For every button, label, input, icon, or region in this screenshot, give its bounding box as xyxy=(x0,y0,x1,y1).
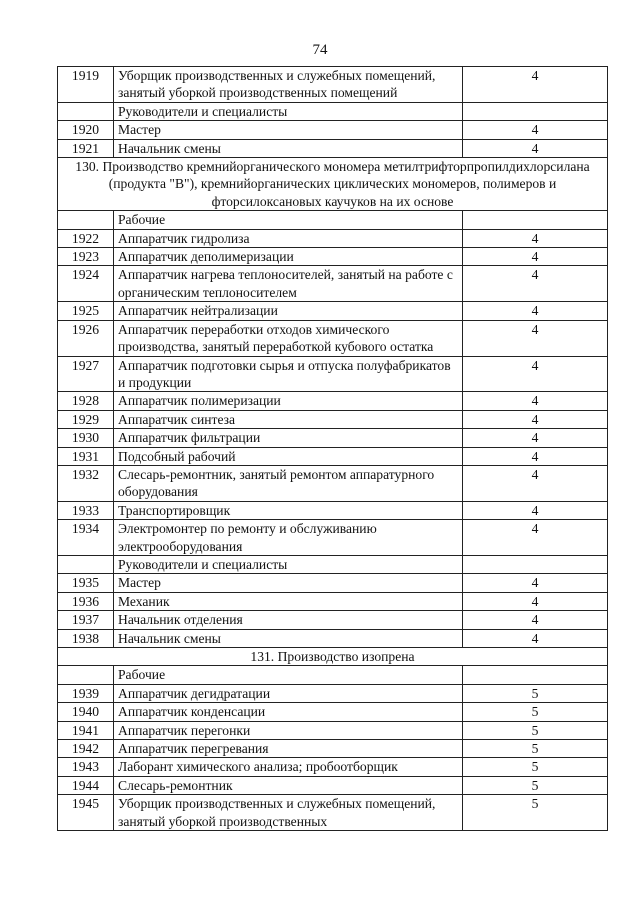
group-heading: Рабочие xyxy=(114,666,463,684)
table-row xyxy=(58,684,608,702)
profession-name: Мастер xyxy=(114,574,463,592)
profession-name: Уборщик производственных и служебных помещений, занятый уборкой производственных xyxy=(114,795,463,831)
row-number: 1938 xyxy=(58,629,114,647)
hazard-class: 5 xyxy=(463,776,608,794)
table-row xyxy=(58,611,608,629)
hazard-class: 4 xyxy=(463,429,608,447)
table-row xyxy=(58,520,608,556)
row-number: 1921 xyxy=(58,139,114,157)
table-row xyxy=(58,758,608,776)
row-number: 1928 xyxy=(58,392,114,410)
group-heading-row xyxy=(58,211,608,229)
hazard-class: 4 xyxy=(463,229,608,247)
hazard-class xyxy=(463,666,608,684)
profession-name: Аппаратчик конденсации xyxy=(114,703,463,721)
group-heading: Руководители и специалисты xyxy=(114,102,463,120)
table-row xyxy=(58,740,608,758)
row-number xyxy=(58,211,114,229)
section-heading-row xyxy=(58,648,608,666)
table-row xyxy=(58,121,608,139)
table-row xyxy=(58,629,608,647)
profession-name: Слесарь-ремонтник xyxy=(114,776,463,794)
table-row xyxy=(58,67,608,103)
profession-name: Аппаратчик дегидратации xyxy=(114,684,463,702)
profession-name: Аппаратчик перегревания xyxy=(114,740,463,758)
row-number: 1935 xyxy=(58,574,114,592)
profession-name: Аппаратчик синтеза xyxy=(114,410,463,428)
group-heading: Рабочие xyxy=(114,211,463,229)
profession-name: Электромонтер по ремонту и обслуживанию электрооборудования xyxy=(114,520,463,556)
table-row xyxy=(58,574,608,592)
hazard-class xyxy=(463,555,608,573)
table-row xyxy=(58,501,608,519)
row-number: 1942 xyxy=(58,740,114,758)
profession-name: Аппаратчик гидролиза xyxy=(114,229,463,247)
hazard-class: 4 xyxy=(463,302,608,320)
profession-name: Начальник смены xyxy=(114,629,463,647)
row-number: 1924 xyxy=(58,266,114,302)
profession-name: Аппаратчик перегонки xyxy=(114,721,463,739)
row-number: 1939 xyxy=(58,684,114,702)
hazard-class: 4 xyxy=(463,447,608,465)
group-heading-row xyxy=(58,102,608,120)
group-heading-row xyxy=(58,555,608,573)
hazard-class: 4 xyxy=(463,465,608,501)
row-number: 1919 xyxy=(58,67,114,103)
table-row xyxy=(58,465,608,501)
table-row xyxy=(58,248,608,266)
hazard-class: 4 xyxy=(463,629,608,647)
hazard-class: 4 xyxy=(463,67,608,103)
page-number: 74 xyxy=(312,42,328,58)
section-heading: 130. Производство кремнийорганического мономера метилтрифторпропилдихлорсилана (продукта "В"), кремнийорганических циклических мономеров, полимеров и фторсилоксановых каучуков на их основе xyxy=(58,158,608,211)
table-row xyxy=(58,392,608,410)
table-row xyxy=(58,592,608,610)
hazard-class: 4 xyxy=(463,410,608,428)
profession-name: Аппаратчик фильтрации xyxy=(114,429,463,447)
row-number: 1944 xyxy=(58,776,114,794)
hazard-class: 4 xyxy=(463,320,608,356)
hazard-class xyxy=(463,211,608,229)
profession-name: Начальник отделения xyxy=(114,611,463,629)
hazard-class: 4 xyxy=(463,501,608,519)
hazard-class: 5 xyxy=(463,684,608,702)
hazard-class: 4 xyxy=(463,520,608,556)
section-heading-row xyxy=(58,158,608,211)
profession-name: Аппаратчик деполимеризации xyxy=(114,248,463,266)
row-number: 1931 xyxy=(58,447,114,465)
table-row xyxy=(58,776,608,794)
table-row xyxy=(58,447,608,465)
hazard-class: 4 xyxy=(463,248,608,266)
group-heading: Руководители и специалисты xyxy=(114,555,463,573)
table-row xyxy=(58,229,608,247)
profession-name: Слесарь-ремонтник, занятый ремонтом аппаратурного оборудования xyxy=(114,465,463,501)
table-row xyxy=(58,721,608,739)
row-number: 1925 xyxy=(58,302,114,320)
table-row xyxy=(58,320,608,356)
row-number: 1945 xyxy=(58,795,114,831)
profession-name: Лаборант химического анализа; пробоотборщик xyxy=(114,758,463,776)
profession-name: Аппаратчик нейтрализации xyxy=(114,302,463,320)
row-number: 1941 xyxy=(58,721,114,739)
hazard-class: 4 xyxy=(463,121,608,139)
row-number: 1923 xyxy=(58,248,114,266)
table-row xyxy=(58,139,608,157)
hazard-class: 4 xyxy=(463,392,608,410)
table-row xyxy=(58,302,608,320)
hazard-class: 5 xyxy=(463,758,608,776)
hazard-class: 4 xyxy=(463,356,608,392)
hazard-class: 4 xyxy=(463,266,608,302)
hazard-class xyxy=(463,102,608,120)
section-heading: 131. Производство изопрена xyxy=(58,648,608,666)
row-number: 1943 xyxy=(58,758,114,776)
row-number: 1926 xyxy=(58,320,114,356)
table-row xyxy=(58,266,608,302)
profession-name: Мастер xyxy=(114,121,463,139)
table-row xyxy=(58,356,608,392)
table-row xyxy=(58,703,608,721)
hazard-class: 4 xyxy=(463,592,608,610)
profession-name: Подсобный рабочий xyxy=(114,447,463,465)
row-number: 1936 xyxy=(58,592,114,610)
row-number: 1934 xyxy=(58,520,114,556)
group-heading-row xyxy=(58,666,608,684)
hazard-class: 5 xyxy=(463,740,608,758)
row-number: 1920 xyxy=(58,121,114,139)
row-number: 1937 xyxy=(58,611,114,629)
hazard-class: 4 xyxy=(463,139,608,157)
row-number: 1940 xyxy=(58,703,114,721)
profession-table xyxy=(57,66,608,831)
profession-name: Аппаратчик подготовки сырья и отпуска полуфабрикатов и продукции xyxy=(114,356,463,392)
row-number: 1922 xyxy=(58,229,114,247)
row-number xyxy=(58,102,114,120)
row-number: 1927 xyxy=(58,356,114,392)
table-row xyxy=(58,410,608,428)
profession-name: Аппаратчик переработки отходов химического производства, занятый переработкой кубового остатка xyxy=(114,320,463,356)
hazard-class: 5 xyxy=(463,795,608,831)
table-row xyxy=(58,429,608,447)
row-number: 1929 xyxy=(58,410,114,428)
hazard-class: 5 xyxy=(463,703,608,721)
row-number: 1933 xyxy=(58,501,114,519)
row-number: 1930 xyxy=(58,429,114,447)
profession-name: Аппаратчик нагрева теплоносителей, занятый на работе с органическим теплоносителем xyxy=(114,266,463,302)
row-number xyxy=(58,555,114,573)
hazard-class: 4 xyxy=(463,574,608,592)
row-number: 1932 xyxy=(58,465,114,501)
hazard-class: 5 xyxy=(463,721,608,739)
profession-name: Транспортировщик xyxy=(114,501,463,519)
hazard-class: 4 xyxy=(463,611,608,629)
profession-name: Уборщик производственных и служебных помещений, занятый уборкой производственных помещений xyxy=(114,67,463,103)
table-row xyxy=(58,795,608,831)
profession-name: Начальник смены xyxy=(114,139,463,157)
profession-name: Аппаратчик полимеризации xyxy=(114,392,463,410)
profession-name: Механик xyxy=(114,592,463,610)
row-number xyxy=(58,666,114,684)
